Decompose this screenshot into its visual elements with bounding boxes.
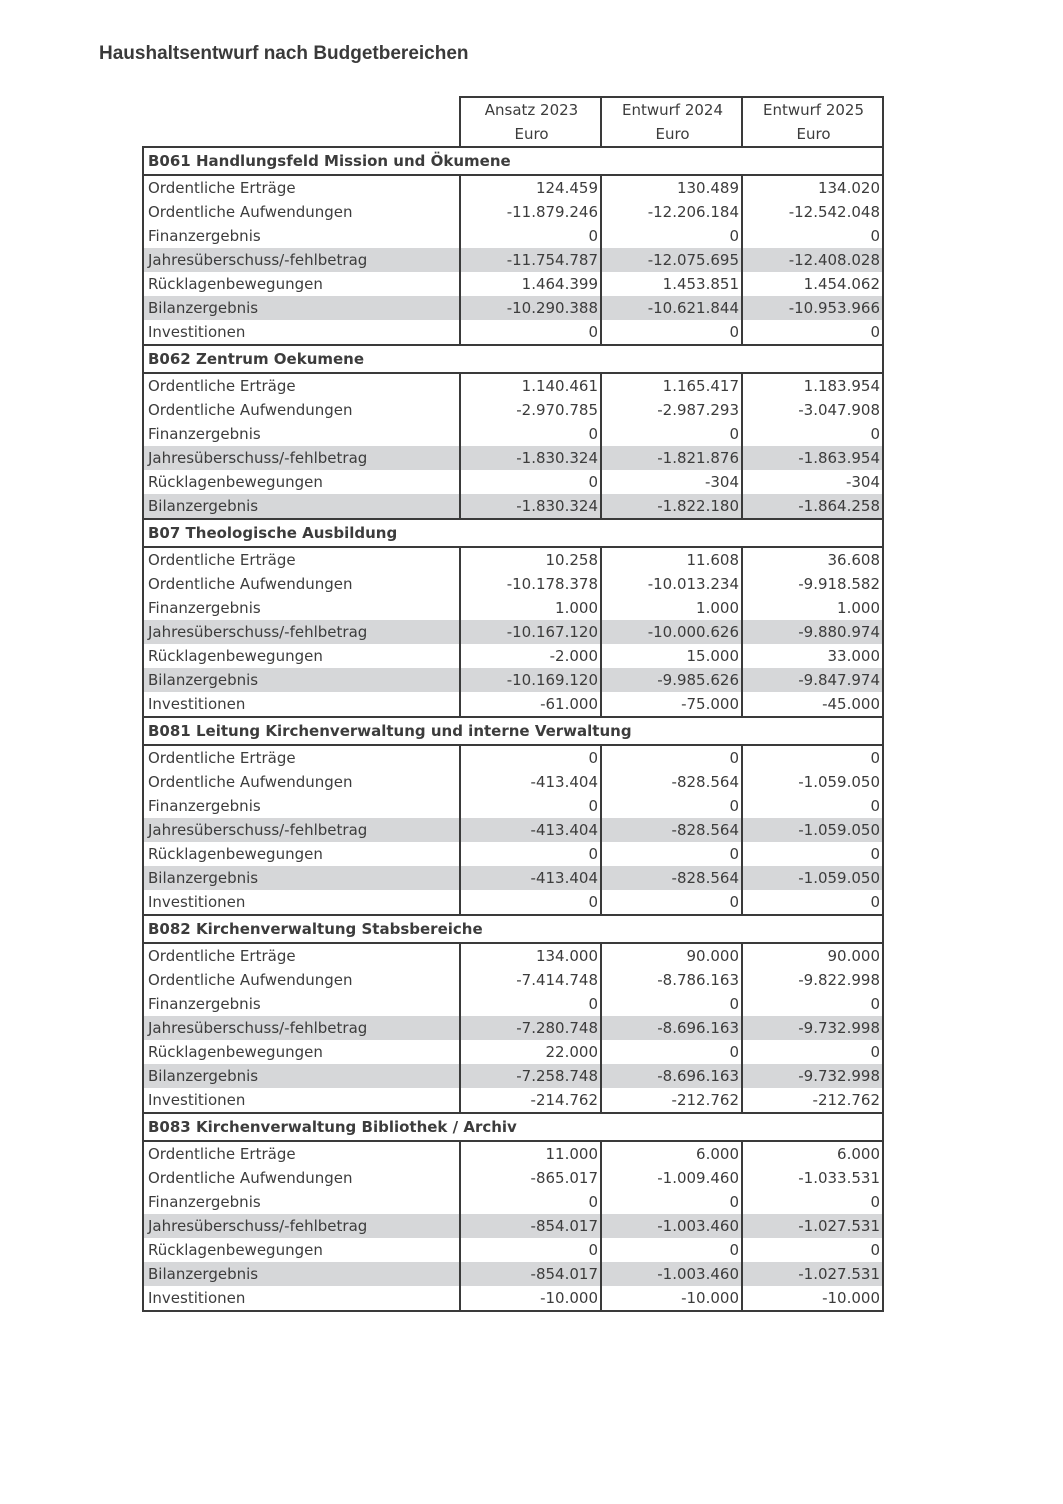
row-label: Bilanzergebnis (143, 866, 460, 890)
value-cell: -8.786.163 (601, 968, 742, 992)
table-row (143, 1016, 883, 1040)
row-label: Ordentliche Erträge (143, 373, 460, 398)
value-cell: -304 (601, 470, 742, 494)
value-cell: -854.017 (460, 1262, 601, 1286)
value-cell: 0 (742, 224, 883, 248)
table-row (143, 320, 883, 345)
table-row (143, 943, 883, 968)
row-label: Jahresüberschuss/-fehlbetrag (143, 248, 460, 272)
value-cell: 0 (460, 794, 601, 818)
value-cell: -413.404 (460, 770, 601, 794)
row-label: Jahresüberschuss/-fehlbetrag (143, 446, 460, 470)
value-cell: -1.059.050 (742, 818, 883, 842)
table-row (143, 296, 883, 320)
value-cell: 0 (742, 422, 883, 446)
value-cell: -413.404 (460, 818, 601, 842)
table-row (143, 572, 883, 596)
value-cell: 0 (601, 1040, 742, 1064)
value-cell: -10.013.234 (601, 572, 742, 596)
value-cell: 36.608 (742, 547, 883, 572)
table-row (143, 770, 883, 794)
row-label: Jahresüberschuss/-fehlbetrag (143, 818, 460, 842)
value-cell: -7.258.748 (460, 1064, 601, 1088)
table-row (143, 692, 883, 717)
table-row (143, 547, 883, 572)
value-cell: -9.918.582 (742, 572, 883, 596)
row-label: Jahresüberschuss/-fehlbetrag (143, 1016, 460, 1040)
value-cell: -10.000.626 (601, 620, 742, 644)
value-cell: 1.464.399 (460, 272, 601, 296)
value-cell: 0 (460, 992, 601, 1016)
value-cell: -10.000 (742, 1286, 883, 1311)
value-cell: -7.414.748 (460, 968, 601, 992)
value-cell: -12.206.184 (601, 200, 742, 224)
value-cell: -61.000 (460, 692, 601, 717)
value-cell: 22.000 (460, 1040, 601, 1064)
column-unit-2025: Euro (742, 122, 883, 147)
value-cell: -12.542.048 (742, 200, 883, 224)
section-title: B07 Theologische Ausbildung (143, 519, 883, 547)
table-row (143, 1286, 883, 1311)
value-cell: 0 (601, 1190, 742, 1214)
value-cell: 11.000 (460, 1141, 601, 1166)
row-label: Bilanzergebnis (143, 1262, 460, 1286)
value-cell: -11.754.787 (460, 248, 601, 272)
row-label: Rücklagenbewegungen (143, 644, 460, 668)
value-cell: 0 (460, 470, 601, 494)
table-row (143, 968, 883, 992)
row-label: Finanzergebnis (143, 794, 460, 818)
table-row (143, 470, 883, 494)
table-row (143, 1214, 883, 1238)
value-cell: -854.017 (460, 1214, 601, 1238)
row-label: Rücklagenbewegungen (143, 470, 460, 494)
value-cell: 0 (601, 794, 742, 818)
table-row (143, 644, 883, 668)
value-cell: 6.000 (742, 1141, 883, 1166)
table-row (143, 745, 883, 770)
value-cell: 1.183.954 (742, 373, 883, 398)
table-header (143, 97, 883, 147)
table-row (143, 422, 883, 446)
value-cell: 130.489 (601, 175, 742, 200)
value-cell: 90.000 (742, 943, 883, 968)
row-label: Finanzergebnis (143, 992, 460, 1016)
row-label: Bilanzergebnis (143, 494, 460, 519)
row-label: Bilanzergebnis (143, 668, 460, 692)
row-label: Ordentliche Erträge (143, 1141, 460, 1166)
value-cell: 0 (742, 1040, 883, 1064)
table-row (143, 1040, 883, 1064)
header-blank-cell (143, 97, 460, 122)
value-cell: 0 (742, 890, 883, 915)
section-header-row (143, 915, 883, 943)
table-row (143, 200, 883, 224)
value-cell: -1.059.050 (742, 866, 883, 890)
value-cell: -2.970.785 (460, 398, 601, 422)
value-cell: 0 (601, 422, 742, 446)
budget-table (142, 96, 884, 1312)
row-label: Ordentliche Erträge (143, 943, 460, 968)
value-cell: -10.953.966 (742, 296, 883, 320)
value-cell: -1.863.954 (742, 446, 883, 470)
value-cell: 15.000 (601, 644, 742, 668)
section-title: B061 Handlungsfeld Mission und Ökumene (143, 147, 883, 175)
value-cell: -45.000 (742, 692, 883, 717)
value-cell: -212.762 (601, 1088, 742, 1113)
section-title: B062 Zentrum Oekumene (143, 345, 883, 373)
row-label: Ordentliche Aufwendungen (143, 398, 460, 422)
table-row (143, 668, 883, 692)
value-cell: -1.003.460 (601, 1262, 742, 1286)
row-label: Ordentliche Aufwendungen (143, 1166, 460, 1190)
section-title: B081 Leitung Kirchenverwaltung und interne Verwaltung (143, 717, 883, 745)
value-cell: -214.762 (460, 1088, 601, 1113)
value-cell: 0 (460, 1190, 601, 1214)
header-unit-row (143, 122, 883, 147)
value-cell: 0 (601, 992, 742, 1016)
value-cell: 90.000 (601, 943, 742, 968)
value-cell: -9.822.998 (742, 968, 883, 992)
value-cell: -1.821.876 (601, 446, 742, 470)
row-label: Rücklagenbewegungen (143, 272, 460, 296)
row-label: Ordentliche Aufwendungen (143, 968, 460, 992)
table-row (143, 620, 883, 644)
value-cell: 0 (460, 422, 601, 446)
value-cell: 1.454.062 (742, 272, 883, 296)
value-cell: -1.009.460 (601, 1166, 742, 1190)
value-cell: -11.879.246 (460, 200, 601, 224)
row-label: Investitionen (143, 320, 460, 345)
value-cell: -828.564 (601, 770, 742, 794)
value-cell: 0 (460, 1238, 601, 1262)
value-cell: 0 (601, 224, 742, 248)
value-cell: -10.621.844 (601, 296, 742, 320)
section-title: B082 Kirchenverwaltung Stabsbereiche (143, 915, 883, 943)
value-cell: -10.167.120 (460, 620, 601, 644)
value-cell: 1.000 (460, 596, 601, 620)
value-cell: 0 (601, 890, 742, 915)
value-cell: -10.000 (601, 1286, 742, 1311)
row-label: Rücklagenbewegungen (143, 1238, 460, 1262)
row-label: Bilanzergebnis (143, 1064, 460, 1088)
table-row (143, 1262, 883, 1286)
value-cell: -1.864.258 (742, 494, 883, 519)
value-cell: 0 (460, 224, 601, 248)
row-label: Bilanzergebnis (143, 296, 460, 320)
value-cell: 10.258 (460, 547, 601, 572)
value-cell: 33.000 (742, 644, 883, 668)
section-header-row (143, 147, 883, 175)
table-row (143, 446, 883, 470)
value-cell: -1.003.460 (601, 1214, 742, 1238)
value-cell: -2.987.293 (601, 398, 742, 422)
value-cell: 1.165.417 (601, 373, 742, 398)
value-cell: -9.880.974 (742, 620, 883, 644)
table-row (143, 1166, 883, 1190)
value-cell: 0 (742, 320, 883, 345)
table-row (143, 272, 883, 296)
table-row (143, 890, 883, 915)
value-cell: 0 (742, 794, 883, 818)
value-cell: -1.822.180 (601, 494, 742, 519)
value-cell: 124.459 (460, 175, 601, 200)
value-cell: -413.404 (460, 866, 601, 890)
value-cell: -3.047.908 (742, 398, 883, 422)
value-cell: -10.000 (460, 1286, 601, 1311)
value-cell: -865.017 (460, 1166, 601, 1190)
value-cell: 134.020 (742, 175, 883, 200)
header-year-row (143, 97, 883, 122)
value-cell: 0 (601, 1238, 742, 1262)
table-row (143, 1238, 883, 1262)
value-cell: -7.280.748 (460, 1016, 601, 1040)
table-row (143, 175, 883, 200)
value-cell: 0 (742, 1238, 883, 1262)
value-cell: -12.075.695 (601, 248, 742, 272)
table-body (143, 147, 883, 1311)
value-cell: 0 (601, 320, 742, 345)
value-cell: 1.000 (601, 596, 742, 620)
table-row (143, 224, 883, 248)
row-label: Finanzergebnis (143, 422, 460, 446)
table-row (143, 842, 883, 866)
column-unit-2023: Euro (460, 122, 601, 147)
table-row (143, 1141, 883, 1166)
value-cell: -1.027.531 (742, 1214, 883, 1238)
value-cell: -10.290.388 (460, 296, 601, 320)
value-cell: 1.000 (742, 596, 883, 620)
table-row (143, 794, 883, 818)
value-cell: -9.732.998 (742, 1064, 883, 1088)
value-cell: -828.564 (601, 818, 742, 842)
column-header-2024: Entwurf 2024 (601, 97, 742, 122)
row-label: Investitionen (143, 1088, 460, 1113)
table-row (143, 866, 883, 890)
row-label: Ordentliche Aufwendungen (143, 572, 460, 596)
table-row (143, 1190, 883, 1214)
value-cell: -1.830.324 (460, 446, 601, 470)
value-cell: -9.847.974 (742, 668, 883, 692)
row-label: Investitionen (143, 1286, 460, 1311)
table-row (143, 596, 883, 620)
value-cell: 0 (742, 842, 883, 866)
table-row (143, 373, 883, 398)
value-cell: 0 (742, 992, 883, 1016)
value-cell: -1.830.324 (460, 494, 601, 519)
row-label: Rücklagenbewegungen (143, 842, 460, 866)
value-cell: 134.000 (460, 943, 601, 968)
row-label: Finanzergebnis (143, 224, 460, 248)
value-cell: -1.027.531 (742, 1262, 883, 1286)
value-cell: -9.985.626 (601, 668, 742, 692)
table-row (143, 494, 883, 519)
value-cell: 0 (460, 890, 601, 915)
value-cell: -828.564 (601, 866, 742, 890)
row-label: Ordentliche Erträge (143, 745, 460, 770)
value-cell: -212.762 (742, 1088, 883, 1113)
row-label: Jahresüberschuss/-fehlbetrag (143, 620, 460, 644)
column-header-2023: Ansatz 2023 (460, 97, 601, 122)
value-cell: -2.000 (460, 644, 601, 668)
value-cell: 6.000 (601, 1141, 742, 1166)
value-cell: 0 (742, 1190, 883, 1214)
section-header-row (143, 717, 883, 745)
value-cell: -75.000 (601, 692, 742, 717)
value-cell: -8.696.163 (601, 1064, 742, 1088)
row-label: Finanzergebnis (143, 1190, 460, 1214)
table-row (143, 992, 883, 1016)
table-row (143, 398, 883, 422)
value-cell: -12.408.028 (742, 248, 883, 272)
value-cell: -304 (742, 470, 883, 494)
section-header-row (143, 519, 883, 547)
value-cell: 11.608 (601, 547, 742, 572)
value-cell: -9.732.998 (742, 1016, 883, 1040)
value-cell: 0 (742, 745, 883, 770)
table-row (143, 1064, 883, 1088)
row-label: Finanzergebnis (143, 596, 460, 620)
row-label: Rücklagenbewegungen (143, 1040, 460, 1064)
column-header-2025: Entwurf 2025 (742, 97, 883, 122)
value-cell: 0 (460, 745, 601, 770)
value-cell: -8.696.163 (601, 1016, 742, 1040)
column-unit-2024: Euro (601, 122, 742, 147)
section-header-row (143, 345, 883, 373)
row-label: Ordentliche Aufwendungen (143, 200, 460, 224)
row-label: Investitionen (143, 692, 460, 717)
section-title: B083 Kirchenverwaltung Bibliothek / Archiv (143, 1113, 883, 1141)
table-row (143, 818, 883, 842)
value-cell: -10.169.120 (460, 668, 601, 692)
value-cell: -10.178.378 (460, 572, 601, 596)
value-cell: -1.033.531 (742, 1166, 883, 1190)
row-label: Ordentliche Erträge (143, 175, 460, 200)
value-cell: 0 (460, 320, 601, 345)
row-label: Jahresüberschuss/-fehlbetrag (143, 1214, 460, 1238)
table-row (143, 248, 883, 272)
row-label: Ordentliche Erträge (143, 547, 460, 572)
value-cell: -1.059.050 (742, 770, 883, 794)
header-blank-cell (143, 122, 460, 147)
value-cell: 0 (460, 842, 601, 866)
value-cell: 0 (601, 745, 742, 770)
section-header-row (143, 1113, 883, 1141)
row-label: Ordentliche Aufwendungen (143, 770, 460, 794)
value-cell: 0 (601, 842, 742, 866)
value-cell: 1.140.461 (460, 373, 601, 398)
table-row (143, 1088, 883, 1113)
value-cell: 1.453.851 (601, 272, 742, 296)
page-title: Haushaltsentwurf nach Budgetbereichen (99, 43, 469, 64)
row-label: Investitionen (143, 890, 460, 915)
